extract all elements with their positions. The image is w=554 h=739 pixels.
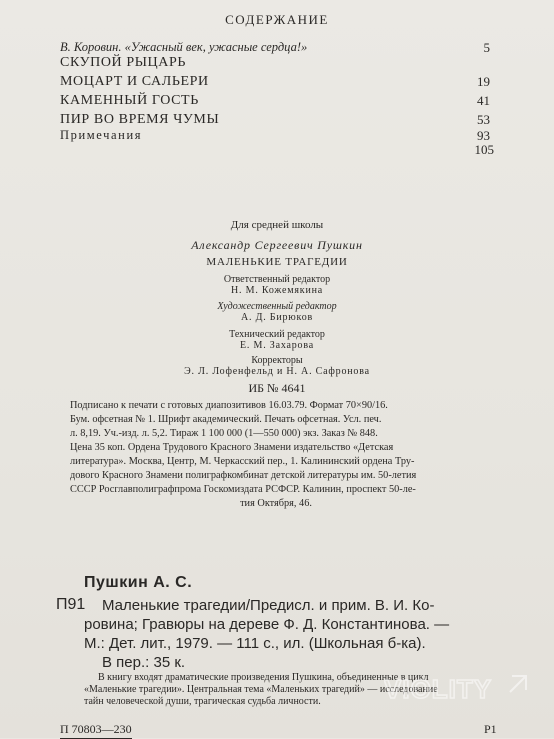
card-code: П91	[56, 596, 86, 613]
role-name: А. Д. Бирюков	[240, 312, 314, 323]
ib-number: ИБ № 4641	[248, 381, 306, 395]
contents-item-miserly-knight	[60, 55, 490, 73]
contents-item-page: 5	[483, 40, 490, 55]
card-line: М.: Дет. лит., 1979. — 111 с., ил. (Школьная б-ка).	[84, 635, 426, 652]
violity-watermark	[384, 668, 534, 708]
card-line: В пер.: 35 к.	[102, 654, 186, 671]
role-label: Технический редактор	[229, 329, 325, 340]
contents-item-page: 53	[477, 112, 490, 127]
publishing-line: Бум. офсетная № 1. Шрифт академический. Печать офсетная. Усл. печ.	[70, 414, 382, 425]
annotation-line: тайн человеческой души, трагическая судьба личности.	[84, 696, 321, 707]
publishing-line: литература». Москва, Центр, М. Черкасский пер., 1. Калининский ордена Тру-	[70, 456, 415, 467]
arrow-icon	[510, 676, 526, 692]
card-author: Пушкин А. С.	[84, 574, 193, 591]
publishing-line: тия Октября, 46.	[240, 498, 312, 509]
card-line: ровина; Гравюры на дереве Ф. Д. Константинова. —	[84, 616, 450, 633]
role-name: Э. Л. Лофенфельд и Н. А. Сафронова	[184, 366, 370, 377]
author-name: Александр Сергеевич Пушкин	[191, 238, 363, 252]
catalog-number: П 70803—230	[60, 722, 132, 739]
watermark-text: VIOLITY	[384, 674, 493, 704]
contents-heading: СОДЕРЖАНИЕ	[225, 12, 329, 27]
catalog-index: Р1	[484, 722, 497, 736]
contents-item-last	[70, 142, 494, 160]
role-label: Ответственный редактор	[223, 274, 331, 285]
publishing-line: дового Красного Знамени полиграфкомбинат детской литературы им. 50-летия	[70, 470, 417, 481]
publishing-line: СССР Росглавполиграфпрома Госкомиздата РСФСР. Калинин, проспект 50-ле-	[70, 484, 416, 495]
annotation-line: В книгу входят драматические произведения Пушкина, объединенные в цикл	[98, 672, 429, 683]
contents-item-page: 105	[474, 142, 494, 157]
card-line: Маленькие трагедии/Предисл. и прим. В. И. Ко-	[102, 597, 435, 614]
contents-item-page: 93	[477, 128, 490, 143]
contents-item-page: 41	[477, 93, 490, 108]
book-title: МАЛЕНЬКИЕ ТРАГЕДИИ	[206, 256, 348, 268]
publishing-details	[70, 399, 482, 511]
role-label: Художественный редактор	[217, 301, 337, 312]
card-description	[84, 596, 504, 672]
contents-item-title: Примечания	[60, 128, 143, 142]
contents-item-title: КАМЕННЫЙ ГОСТЬ	[60, 93, 199, 108]
contents-item-title: В. Коровин. «Ужасный век, ужасные сердца!»	[60, 40, 308, 54]
publishing-line: Цена 35 коп. Ордена Трудового Красного Знамени издательство «Детская	[70, 442, 394, 453]
role-name: Е. М. Захарова	[240, 340, 314, 351]
contents-item-title: МОЦАРТ И САЛЬЕРИ	[60, 74, 209, 89]
role-label: Корректоры	[251, 355, 303, 366]
contents-item-page: 19	[477, 74, 490, 89]
contents-item-mozart-salieri	[60, 74, 490, 92]
violity-logo-icon	[384, 668, 534, 708]
contents-item-stone-guest	[60, 93, 490, 111]
series-label: Для средней школы	[230, 219, 324, 231]
contents-item-title: СКУПОЙ РЫЦАРЬ	[60, 55, 186, 70]
role-name: Н. М. Кожемякина	[231, 285, 323, 296]
annotation-line: «Маленькие трагедии». Центральная тема «Маленьких трагедий» — исследование	[84, 684, 438, 695]
publishing-line: Подписано к печати с готовых диапозитивов 16.03.79. Формат 70×90/16.	[70, 400, 388, 411]
publishing-line: л. 8,19. Уч.-изд. л. 5,2. Тираж 1 100 000 (1—550 000) экз. Заказ № 848.	[70, 428, 378, 439]
contents-item-title: ПИР ВО ВРЕМЯ ЧУМЫ	[60, 112, 220, 127]
